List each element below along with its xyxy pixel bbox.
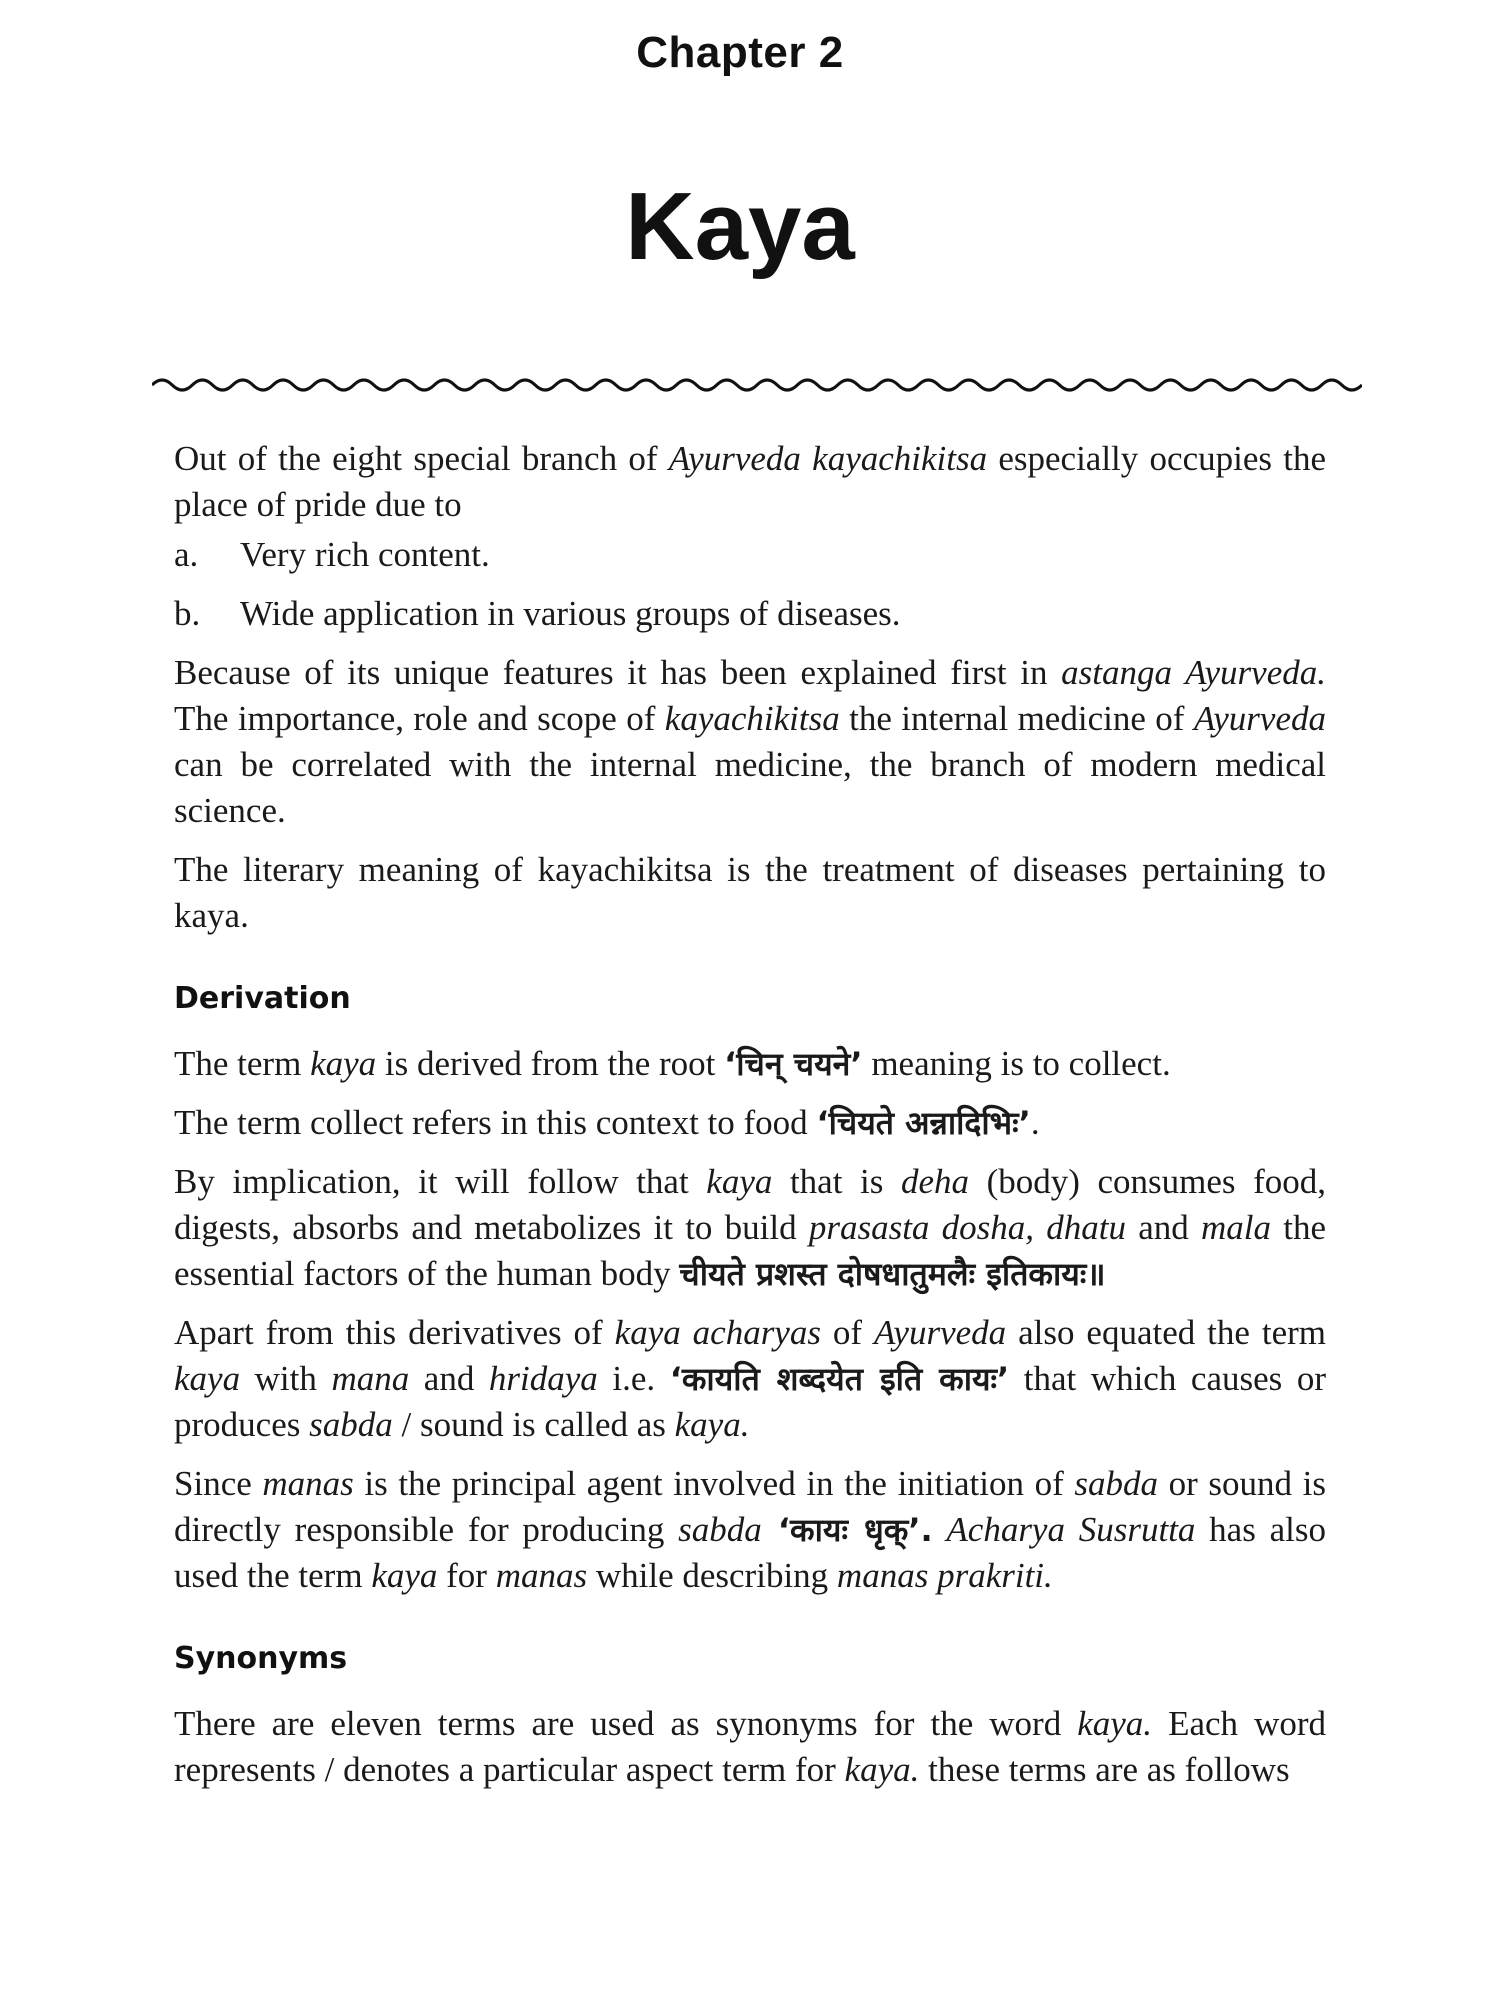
derivation-paragraph: By implication, it will follow that kaya that is deha (body) consumes food, digests, absorbs and metabolizes it to build prasasta dosha, dhatu and mala the essential factors of the human body चीयते प्रशस्त दोषधातुमलैः इतिकायः॥ [174, 1162, 1326, 1293]
intro-paragraph: The literary meaning of kayachikitsa is the treatment of diseases pertaining to kaya. [174, 850, 1326, 935]
list-item [174, 591, 1326, 637]
intro-paragraph: Out of the eight special branch of Ayurveda kayachikitsa especially occupies the place of pride due to [174, 439, 1326, 524]
list-marker: b. [174, 594, 201, 633]
wavy-divider [152, 372, 1362, 398]
section-heading-synonyms: Synonyms [174, 1641, 348, 1676]
list-item-text: Very rich content. [240, 535, 490, 574]
list-item [174, 532, 1326, 578]
chapter-label: Chapter 2 [636, 28, 844, 77]
derivation-paragraph: The term kaya is derived from the root ‘चिन् चयने’ meaning is to collect. [174, 1044, 1171, 1083]
derivation-paragraph: Since manas is the principal agent involved in the initiation of sabda or sound is directly responsible for producing sabda ‘कायः धृक्’. Acharya Susrutta has also used the term kaya for manas while describing manas prakriti. [174, 1464, 1327, 1595]
page-body [174, 436, 1326, 1806]
list-item-text: Wide application in various groups of diseases. [240, 594, 901, 633]
synonyms-paragraph: There are eleven terms are used as synonyms for the word kaya. Each word represents / denotes a particular aspect term for kaya. these terms are as follows [174, 1704, 1326, 1789]
derivation-paragraph: The term collect refers in this context to food ‘चियते अन्नादिभिः’. [174, 1103, 1040, 1142]
section-heading-derivation: Derivation [174, 981, 351, 1016]
derivation-paragraph: Apart from this derivatives of kaya acharyas of Ayurveda also equated the term kaya with mana and hridaya i.e. ‘कायति शब्दयेत इति कायः’ that which causes or produces sabda / sound is called as kaya. [174, 1313, 1326, 1444]
chapter-title: Kaya [625, 173, 855, 280]
list-marker: a. [174, 535, 199, 574]
intro-paragraph: Because of its unique features it has been explained first in astanga Ayurveda. The importance, role and scope of kayachikitsa the internal medicine of Ayurveda can be correlated with the internal medicine, the branch of modern medical science. [174, 653, 1327, 830]
